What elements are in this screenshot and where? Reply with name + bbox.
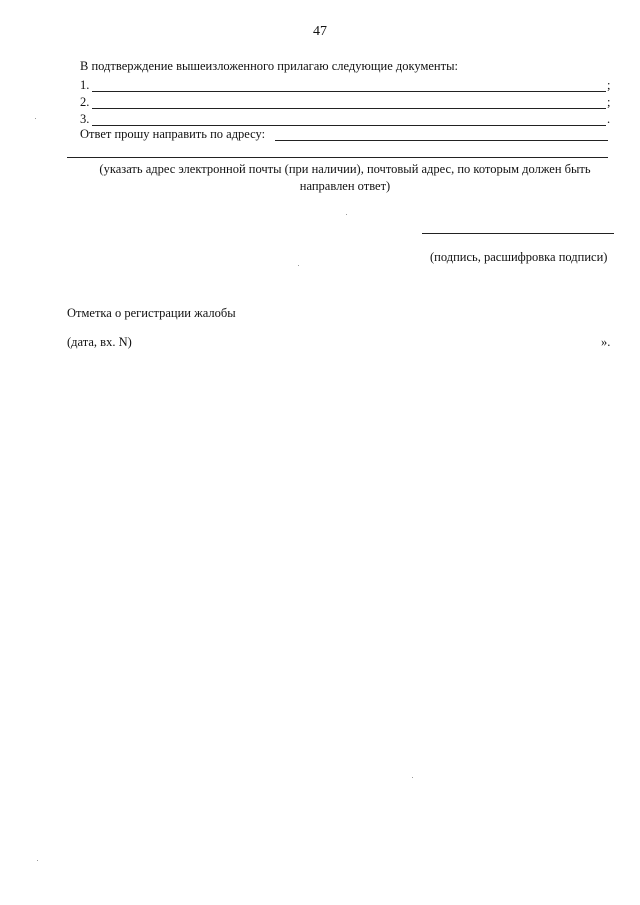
- response-address-blank-line-2: [67, 157, 608, 158]
- signature-blank-line: [422, 233, 614, 234]
- scan-speck: [298, 265, 299, 266]
- attachment-1-end: ;: [607, 78, 611, 92]
- attachment-2-number: 2.: [80, 95, 90, 109]
- response-address-blank-line: [275, 140, 608, 141]
- attachment-3-blank-line: [92, 125, 606, 126]
- attachment-2-end: ;: [607, 95, 611, 109]
- scan-speck: [37, 860, 38, 861]
- registration-date-label: (дата, вх. N): [67, 335, 132, 349]
- scan-speck: [35, 118, 36, 119]
- attachment-2-blank-line: [92, 108, 606, 109]
- attachment-1-number: 1.: [80, 78, 90, 92]
- signature-caption: (подпись, расшифровка подписи): [430, 250, 608, 264]
- response-address-label: Ответ прошу направить по адресу:: [80, 127, 266, 141]
- attachment-1-blank-line: [92, 91, 606, 92]
- scan-speck: [346, 214, 347, 215]
- registration-label: Отметка о регистрации жалобы: [67, 306, 236, 320]
- registration-closing-quote: ».: [601, 335, 611, 349]
- attachments-intro: В подтверждение вышеизложенного прилагаю следующие документы:: [80, 59, 458, 73]
- response-address-hint: (указать адрес электронной почты (при наличии), почтовый адрес, по которым должен быть направлен ответ): [99, 162, 591, 193]
- scan-speck: [412, 777, 413, 778]
- attachment-3-number: 3.: [80, 112, 90, 126]
- attachment-3-end: .: [607, 112, 611, 126]
- page-number: 47: [313, 24, 327, 39]
